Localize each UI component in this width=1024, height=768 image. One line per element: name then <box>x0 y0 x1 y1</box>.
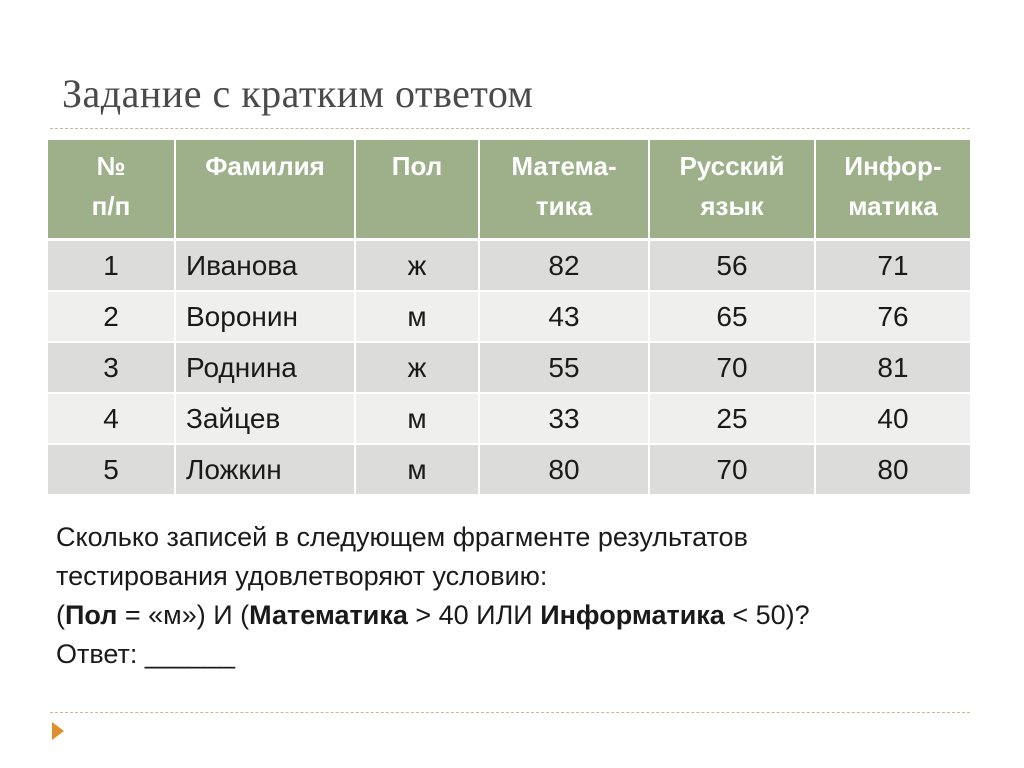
cell-number: 2 <box>48 291 175 342</box>
cell-russian: 56 <box>649 240 815 292</box>
cell-informatics: 71 <box>815 240 970 292</box>
cell-number: 1 <box>48 240 175 292</box>
question-condition: (Пол = «м») И (Математика > 40 ИЛИ Информатика < 50)? <box>56 600 810 630</box>
results-table <box>48 140 970 496</box>
cell-math: 80 <box>479 444 649 495</box>
cell-math: 55 <box>479 342 649 393</box>
cell-russian: 70 <box>649 444 815 495</box>
condition-field-informatics: Информатика <box>540 600 725 630</box>
slide-title: Задание с кратким ответом <box>62 71 534 116</box>
cell-surname: Воронин <box>175 291 355 342</box>
cell-math: 43 <box>479 291 649 342</box>
cell-gender: ж <box>355 240 479 292</box>
header-number: № п/п <box>48 140 175 240</box>
cell-informatics: 81 <box>815 342 970 393</box>
answer-line: Ответ: ______ <box>56 639 235 669</box>
header-informatics: Инфор- матика <box>815 140 970 240</box>
table-body <box>48 240 970 496</box>
cell-informatics: 76 <box>815 291 970 342</box>
condition-field-math: Математика <box>249 600 408 630</box>
bottom-divider <box>50 712 970 713</box>
cell-informatics: 80 <box>815 444 970 495</box>
header-surname: Фамилия <box>175 140 355 240</box>
cell-surname: Роднина <box>175 342 355 393</box>
cell-russian: 70 <box>649 342 815 393</box>
cell-math: 82 <box>479 240 649 292</box>
header-math: Матема- тика <box>479 140 649 240</box>
question-line-1: Сколько записей в следующем фрагменте результатов <box>56 522 748 552</box>
question-text <box>56 518 956 674</box>
table-row <box>48 393 970 444</box>
table-row <box>48 444 970 495</box>
cell-surname: Зайцев <box>175 393 355 444</box>
cell-math: 33 <box>479 393 649 444</box>
condition-field-gender: Пол <box>65 600 118 630</box>
table-header-row <box>48 140 970 240</box>
cell-surname: Иванова <box>175 240 355 292</box>
cell-russian: 65 <box>649 291 815 342</box>
top-divider <box>50 128 970 129</box>
cell-number: 5 <box>48 444 175 495</box>
cell-gender: м <box>355 291 479 342</box>
cell-russian: 25 <box>649 393 815 444</box>
cell-number: 4 <box>48 393 175 444</box>
cell-number: 3 <box>48 342 175 393</box>
table-row <box>48 240 970 292</box>
cell-informatics: 40 <box>815 393 970 444</box>
table-row <box>48 342 970 393</box>
question-line-2: тестирования удовлетворяют условию: <box>56 561 548 591</box>
cell-surname: Ложкин <box>175 444 355 495</box>
arrow-right-icon <box>52 722 64 740</box>
cell-gender: м <box>355 393 479 444</box>
cell-gender: м <box>355 444 479 495</box>
table-row <box>48 291 970 342</box>
header-gender: Пол <box>355 140 479 240</box>
cell-gender: ж <box>355 342 479 393</box>
header-russian: Русский язык <box>649 140 815 240</box>
results-table-container <box>48 140 970 496</box>
